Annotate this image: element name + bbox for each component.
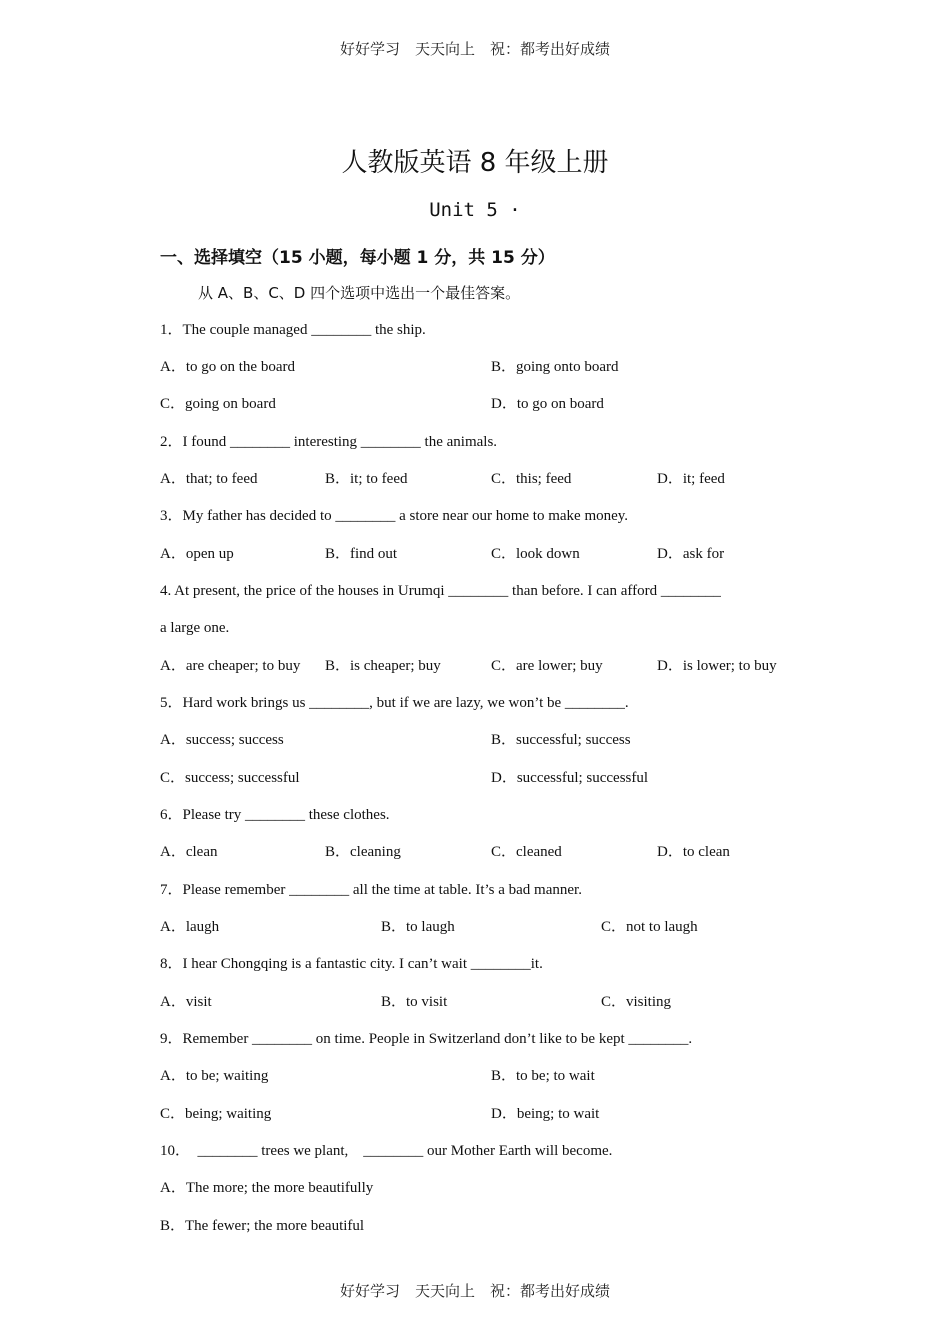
question-7-option-c: C．not to laugh (601, 919, 698, 935)
question-4-option-a: A．are cheaper; to buy (160, 658, 301, 674)
question-5-option-d: D．successful; successful (491, 770, 649, 786)
question-5-stem: 5．Hard work brings us ________, but if we are lazy, we won’t be ________. (160, 695, 629, 711)
question-9-option-a: A．to be; waiting (160, 1068, 269, 1084)
question-5-option-b: B．successful; success (491, 732, 631, 748)
question-6-option-b: B．cleaning (325, 844, 401, 860)
question-1-option-a: A．to go on the board (160, 359, 295, 375)
question-1-option-c: C．going on board (160, 396, 276, 412)
question-3-option-b: B．find out (325, 546, 398, 562)
question-8-option-c: C．visiting (601, 994, 672, 1010)
question-1-stem: 1．The couple managed ________ the ship. (160, 322, 426, 338)
question-8-option-a: A．visit (160, 994, 212, 1010)
question-7-stem: 7．Please remember ________ all the time at table. It’s a bad manner. (160, 882, 582, 898)
question-10-option-b: B．The fewer; the more beautiful (160, 1218, 365, 1234)
question-6-option-c: C．cleaned (491, 844, 562, 860)
question-9-option-b: B．to be; to wait (491, 1068, 595, 1084)
section-instruction: 从 A、B、C、D 四个选项中选出一个最佳答案。 (198, 284, 521, 302)
document-title: 人教版英语 8 年级上册 (341, 148, 609, 178)
question-7-option-a: A．laugh (160, 919, 220, 935)
question-4-option-b: B．is cheaper; buy (325, 658, 441, 674)
unit-subtitle: Unit 5 · (429, 199, 521, 221)
page-header: 好好学习 天天向上 祝：都考出好成绩 (339, 40, 610, 58)
question-4-option-d: D．is lower; to buy (657, 658, 777, 674)
question-4-stem: 4. At present, the price of the houses in Urumqi ________ than before. I can afford ________ (160, 583, 721, 599)
question-9-stem: 9．Remember ________ on time. People in Switzerland don’t like to be kept ________. (160, 1031, 693, 1047)
question-6-option-a: A．clean (160, 844, 218, 860)
question-10-stem: 10． ________ trees we plant, ________ our Mother Earth will become. (160, 1143, 613, 1159)
question-2-option-c: C．this; feed (491, 471, 572, 487)
question-8-option-b: B．to visit (381, 994, 448, 1010)
question-5-option-c: C．success; successful (160, 770, 300, 786)
question-6-option-d: D．to clean (657, 844, 730, 860)
question-6-stem: 6．Please try ________ these clothes. (160, 807, 390, 823)
section-heading: 一、选择填空（15 小题，每小题 1 分，共 15 分） (160, 248, 555, 268)
question-3-stem: 3．My father has decided to ________ a store near our home to make money. (160, 508, 629, 524)
question-2-stem: 2．I found ________ interesting ________ the animals. (160, 434, 498, 450)
question-2-option-b: B．it; to feed (325, 471, 408, 487)
question-2-option-d: D．it; feed (657, 471, 725, 487)
question-1-option-d: D．to go on board (491, 396, 604, 412)
question-2-option-a: A．that; to feed (160, 471, 258, 487)
question-4-stem-continued: a large one. (160, 620, 230, 636)
question-10-option-a: A．The more; the more beautifully (160, 1180, 374, 1196)
question-4-option-c: C．are lower; buy (491, 658, 603, 674)
question-3-option-c: C．look down (491, 546, 580, 562)
question-9-option-d: D．being; to wait (491, 1106, 600, 1122)
question-8-stem: 8．I hear Chongqing is a fantastic city. I can’t wait ________it. (160, 956, 543, 972)
question-1-option-b: B．going onto board (491, 359, 619, 375)
question-5-option-a: A．success; success (160, 732, 284, 748)
question-9-option-c: C．being; waiting (160, 1106, 272, 1122)
page-footer: 好好学习 天天向上 祝：都考出好成绩 (339, 1282, 610, 1300)
question-3-option-d: D．ask for (657, 546, 725, 562)
question-3-option-a: A．open up (160, 546, 234, 562)
question-7-option-b: B．to laugh (381, 919, 455, 935)
